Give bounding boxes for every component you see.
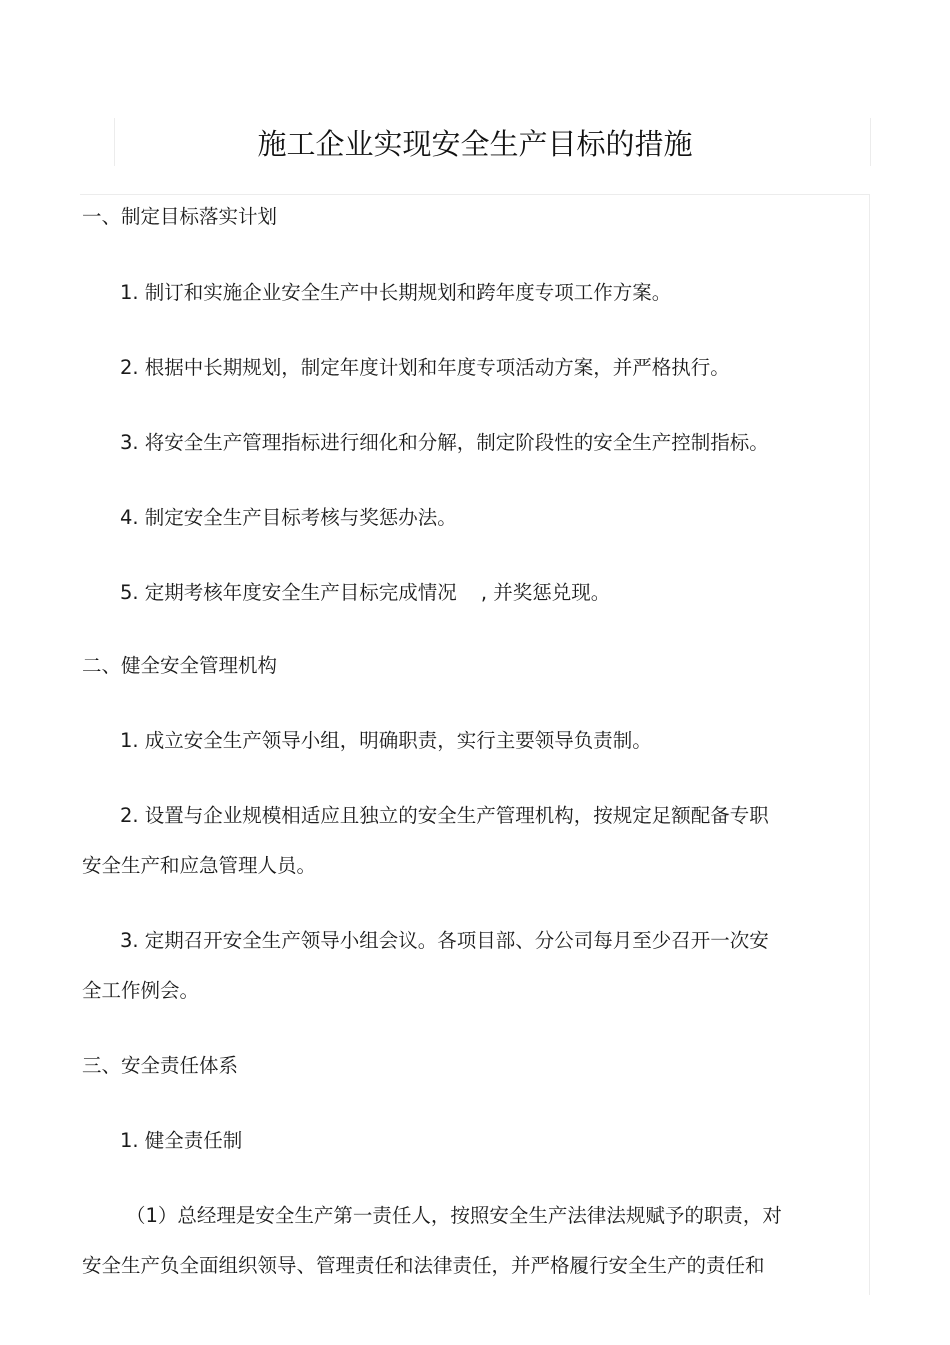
paragraph-3-1-1-line-2: 安全生产负全面组织领导、管理责任和法律责任，并严格履行安全生产的责任和 <box>82 1254 765 1277</box>
paragraph-1-4: 4. 制定安全生产目标考核与奖惩办法。 <box>120 506 457 529</box>
paragraph-2-3-line-1: 3. 定期召开安全生产领导小组会议。各项目部、分公司每月至少召开一次安 <box>120 929 769 952</box>
paragraph-3-1: 1. 健全责任制 <box>120 1129 243 1152</box>
section-heading-3: 三、安全责任体系 <box>82 1054 239 1077</box>
section-heading-1: 一、制定目标落实计划 <box>82 205 278 228</box>
paragraph-3-1-1-line-1: （1）总经理是安全生产第一责任人，按照安全生产法律法规赋予的职责，对 <box>126 1204 782 1227</box>
document-title: 施工企业实现安全生产目标的措施 <box>257 127 693 161</box>
paragraph-2-2-line-2: 安全生产和应急管理人员。 <box>82 854 317 877</box>
paragraph-1-5-part-b: , 并奖惩兑现。 <box>480 581 611 604</box>
paragraph-1-5 <box>120 580 610 606</box>
paragraph-1-1: 1. 制订和实施企业安全生产中长期规划和跨年度专项工作方案。 <box>120 281 672 304</box>
paragraph-2-2-line-1: 2. 设置与企业规模相适应且独立的安全生产管理机构，按规定足额配备专职 <box>120 804 769 827</box>
section-heading-2: 二、健全安全管理机构 <box>82 654 278 677</box>
paragraph-1-5-part-a: 5. 定期考核年度安全生产目标完成情况 <box>120 581 457 604</box>
paragraph-1-3: 3. 将安全生产管理指标进行细化和分解，制定阶段性的安全生产控制指标。 <box>120 431 769 454</box>
paragraph-1-2: 2. 根据中长期规划，制定年度计划和年度专项活动方案，并严格执行。 <box>120 356 730 379</box>
paragraph-2-3-line-2: 全工作例会。 <box>82 979 200 1002</box>
paragraph-2-1: 1. 成立安全生产领导小组，明确职责，实行主要领导负责制。 <box>120 729 652 752</box>
